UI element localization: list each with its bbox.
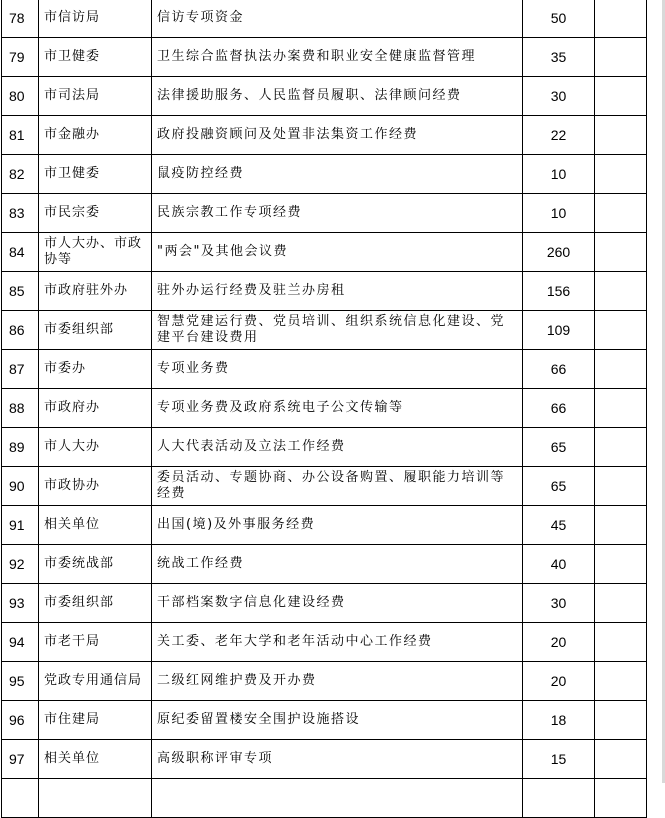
- blank-cell: [595, 233, 647, 272]
- amount-cell: 45: [523, 506, 595, 545]
- department-cell: 市老干局: [39, 623, 152, 662]
- table-row: [2, 662, 647, 701]
- table-row: [2, 233, 647, 272]
- item-cell: 原纪委留置楼安全围护设施搭设: [152, 701, 523, 740]
- item-cell: 委员活动、专题协商、办公设备购置、履职能力培训等经费: [152, 467, 523, 506]
- item-cell: 干部档案数字信息化建设经费: [152, 584, 523, 623]
- table-row: [2, 155, 647, 194]
- blank-cell: [595, 428, 647, 467]
- amount-cell: 260: [523, 233, 595, 272]
- row-number-cell: 95: [2, 662, 39, 701]
- blank-cell: [595, 506, 647, 545]
- row-number-cell: 86: [2, 311, 39, 350]
- department-cell: 市政府驻外办: [39, 272, 152, 311]
- table-body: [2, 0, 647, 818]
- item-cell: 高级职称评审专项: [152, 740, 523, 779]
- department-cell: 市民宗委: [39, 194, 152, 233]
- table-row: [2, 584, 647, 623]
- row-number-cell: 89: [2, 428, 39, 467]
- amount-cell: 156: [523, 272, 595, 311]
- budget-table: [1, 0, 647, 818]
- row-number-cell: 94: [2, 623, 39, 662]
- amount-cell: 65: [523, 467, 595, 506]
- department-cell: 市委办: [39, 350, 152, 389]
- blank-cell: [595, 584, 647, 623]
- department-cell: 市信访局: [39, 0, 152, 38]
- table-row: [2, 0, 647, 38]
- row-number-cell: [2, 779, 39, 818]
- department-cell: 相关单位: [39, 740, 152, 779]
- item-cell: 鼠疫防控经费: [152, 155, 523, 194]
- row-number-cell: 79: [2, 38, 39, 77]
- table-row: [2, 116, 647, 155]
- item-cell: 政府投融资顾问及处置非法集资工作经费: [152, 116, 523, 155]
- blank-cell: [595, 116, 647, 155]
- department-cell: 市政协办: [39, 467, 152, 506]
- item-cell: 民族宗教工作专项经费: [152, 194, 523, 233]
- table-row: [2, 77, 647, 116]
- blank-cell: [595, 0, 647, 38]
- table-row: [2, 506, 647, 545]
- amount-cell: 30: [523, 584, 595, 623]
- department-cell: 党政专用通信局: [39, 662, 152, 701]
- item-cell: "两会"及其他会议费: [152, 233, 523, 272]
- department-cell: 市人大办、市政协等: [39, 233, 152, 272]
- department-cell: 市委组织部: [39, 584, 152, 623]
- amount-cell: 65: [523, 428, 595, 467]
- blank-cell: [595, 545, 647, 584]
- row-number-cell: 93: [2, 584, 39, 623]
- row-number-cell: 87: [2, 350, 39, 389]
- department-cell: [39, 779, 152, 818]
- amount-cell: 15: [523, 740, 595, 779]
- row-number-cell: 82: [2, 155, 39, 194]
- row-number-cell: 84: [2, 233, 39, 272]
- department-cell: 市人大办: [39, 428, 152, 467]
- amount-cell: [523, 779, 595, 818]
- table-row: [2, 701, 647, 740]
- item-cell: 出国(境)及外事服务经费: [152, 506, 523, 545]
- item-cell: 人大代表活动及立法工作经费: [152, 428, 523, 467]
- blank-cell: [595, 623, 647, 662]
- row-number-cell: 96: [2, 701, 39, 740]
- table-row: [2, 311, 647, 350]
- table-row: [2, 467, 647, 506]
- blank-cell: [595, 155, 647, 194]
- department-cell: 市卫健委: [39, 38, 152, 77]
- blank-cell: [595, 350, 647, 389]
- table-row: [2, 545, 647, 584]
- blank-cell: [595, 701, 647, 740]
- amount-cell: 109: [523, 311, 595, 350]
- amount-cell: 10: [523, 155, 595, 194]
- table-row: [2, 740, 647, 779]
- row-number-cell: 81: [2, 116, 39, 155]
- amount-cell: 66: [523, 350, 595, 389]
- row-number-cell: 91: [2, 506, 39, 545]
- department-cell: 市金融办: [39, 116, 152, 155]
- row-number-cell: 97: [2, 740, 39, 779]
- item-cell: 专项业务费及政府系统电子公文传输等: [152, 389, 523, 428]
- blank-cell: [595, 194, 647, 233]
- department-cell: 市委统战部: [39, 545, 152, 584]
- row-number-cell: 92: [2, 545, 39, 584]
- blank-cell: [595, 779, 647, 818]
- table-row: [2, 623, 647, 662]
- amount-cell: 18: [523, 701, 595, 740]
- row-number-cell: 88: [2, 389, 39, 428]
- table-row: [2, 389, 647, 428]
- amount-cell: 10: [523, 194, 595, 233]
- row-number-cell: 80: [2, 77, 39, 116]
- amount-cell: 40: [523, 545, 595, 584]
- department-cell: 市司法局: [39, 77, 152, 116]
- row-number-cell: 90: [2, 467, 39, 506]
- department-cell: 市住建局: [39, 701, 152, 740]
- table-row: [2, 194, 647, 233]
- amount-cell: 20: [523, 623, 595, 662]
- amount-cell: 35: [523, 38, 595, 77]
- row-number-cell: 85: [2, 272, 39, 311]
- table-row: [2, 38, 647, 77]
- item-cell: 专项业务费: [152, 350, 523, 389]
- item-cell: 法律援助服务、人民监督员履职、法律顾问经费: [152, 77, 523, 116]
- item-cell: [152, 779, 523, 818]
- amount-cell: 20: [523, 662, 595, 701]
- blank-cell: [595, 467, 647, 506]
- table-row: [2, 350, 647, 389]
- amount-cell: 66: [523, 389, 595, 428]
- row-number-cell: 83: [2, 194, 39, 233]
- table-row: [2, 272, 647, 311]
- blank-cell: [595, 77, 647, 116]
- blank-cell: [595, 311, 647, 350]
- table-row: [2, 779, 647, 818]
- department-cell: 市卫健委: [39, 155, 152, 194]
- item-cell: 信访专项资金: [152, 0, 523, 38]
- amount-cell: 50: [523, 0, 595, 38]
- blank-cell: [595, 740, 647, 779]
- amount-cell: 22: [523, 116, 595, 155]
- item-cell: 关工委、老年大学和老年活动中心工作经费: [152, 623, 523, 662]
- table-row: [2, 428, 647, 467]
- blank-cell: [595, 389, 647, 428]
- blank-cell: [595, 662, 647, 701]
- item-cell: 驻外办运行经费及驻兰办房租: [152, 272, 523, 311]
- row-number-cell: 78: [2, 0, 39, 38]
- department-cell: 市政府办: [39, 389, 152, 428]
- blank-cell: [595, 38, 647, 77]
- department-cell: 相关单位: [39, 506, 152, 545]
- item-cell: 二级红网维护费及开办费: [152, 662, 523, 701]
- item-cell: 统战工作经费: [152, 545, 523, 584]
- amount-cell: 30: [523, 77, 595, 116]
- blank-cell: [595, 272, 647, 311]
- item-cell: 卫生综合监督执法办案费和职业安全健康监督管理: [152, 38, 523, 77]
- department-cell: 市委组织部: [39, 311, 152, 350]
- item-cell: 智慧党建运行费、党员培训、组织系统信息化建设、党建平台建设费用: [152, 311, 523, 350]
